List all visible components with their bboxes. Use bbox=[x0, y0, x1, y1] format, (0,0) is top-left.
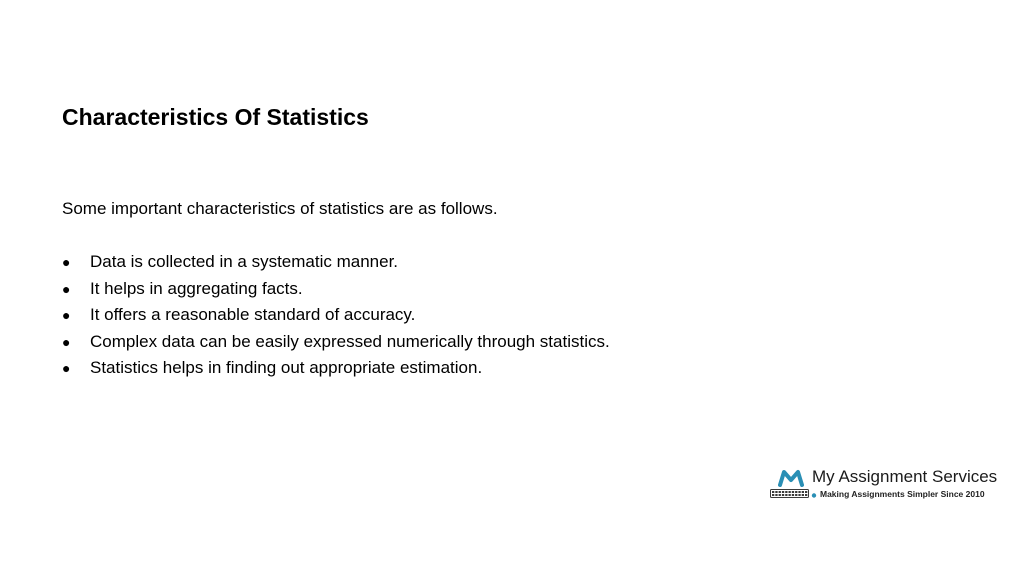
m-logo-icon bbox=[778, 469, 804, 487]
keyboard-key bbox=[772, 494, 774, 496]
keyboard-key bbox=[789, 494, 791, 496]
keyboard-key bbox=[792, 491, 794, 493]
keyboard-key bbox=[775, 494, 777, 496]
bullet-icon: ● bbox=[62, 333, 71, 350]
keyboard-key bbox=[779, 491, 781, 493]
list-item bbox=[62, 279, 610, 306]
keyboard-key bbox=[798, 494, 800, 496]
bullet-text: Statistics helps in finding out appropriate estimation. bbox=[90, 358, 483, 377]
bullet-text: Data is collected in a systematic manner. bbox=[90, 252, 399, 271]
list-item bbox=[62, 332, 610, 359]
brand-name: My Assignment Services bbox=[812, 467, 998, 486]
keyboard-key bbox=[795, 494, 797, 496]
keyboard-key bbox=[802, 494, 804, 496]
keyboard-key bbox=[782, 494, 784, 496]
bullet-icon: ● bbox=[62, 280, 71, 297]
keyboard-key bbox=[792, 494, 794, 496]
brand-tagline: Making Assignments Simpler Since 2010 bbox=[820, 489, 985, 499]
keyboard-key bbox=[775, 491, 777, 493]
bullet-text: It helps in aggregating facts. bbox=[90, 278, 303, 298]
intro-text: Some important characteristics of statistics are as follows. bbox=[62, 199, 498, 218]
bullet-icon: ● bbox=[62, 307, 71, 323]
keyboard-key bbox=[805, 491, 807, 493]
bullet-icon: ● bbox=[62, 254, 71, 270]
bullet-icon: ● bbox=[62, 360, 71, 376]
keyboard-key bbox=[785, 494, 787, 496]
keyboard-key bbox=[772, 491, 774, 493]
bullet-list bbox=[62, 252, 610, 385]
keyboard-key bbox=[802, 491, 804, 493]
keyboard-key bbox=[779, 494, 781, 496]
keyboard-key bbox=[805, 494, 807, 496]
slide-title: Characteristics Of Statistics bbox=[62, 104, 369, 130]
bullet-text: It offers a reasonable standard of accuracy. bbox=[90, 305, 416, 324]
keyboard-icon bbox=[770, 489, 818, 499]
brand-logo bbox=[770, 466, 1010, 506]
keyboard-key bbox=[789, 491, 791, 493]
keyboard-key bbox=[798, 491, 800, 493]
keyboard-key bbox=[782, 491, 784, 493]
keyboard-key bbox=[795, 491, 797, 493]
list-item bbox=[62, 305, 610, 332]
list-item bbox=[62, 252, 610, 279]
bullet-text: Complex data can be easily expressed numerically through statistics. bbox=[90, 331, 610, 351]
keyboard-key bbox=[785, 491, 787, 493]
list-item bbox=[62, 358, 610, 385]
